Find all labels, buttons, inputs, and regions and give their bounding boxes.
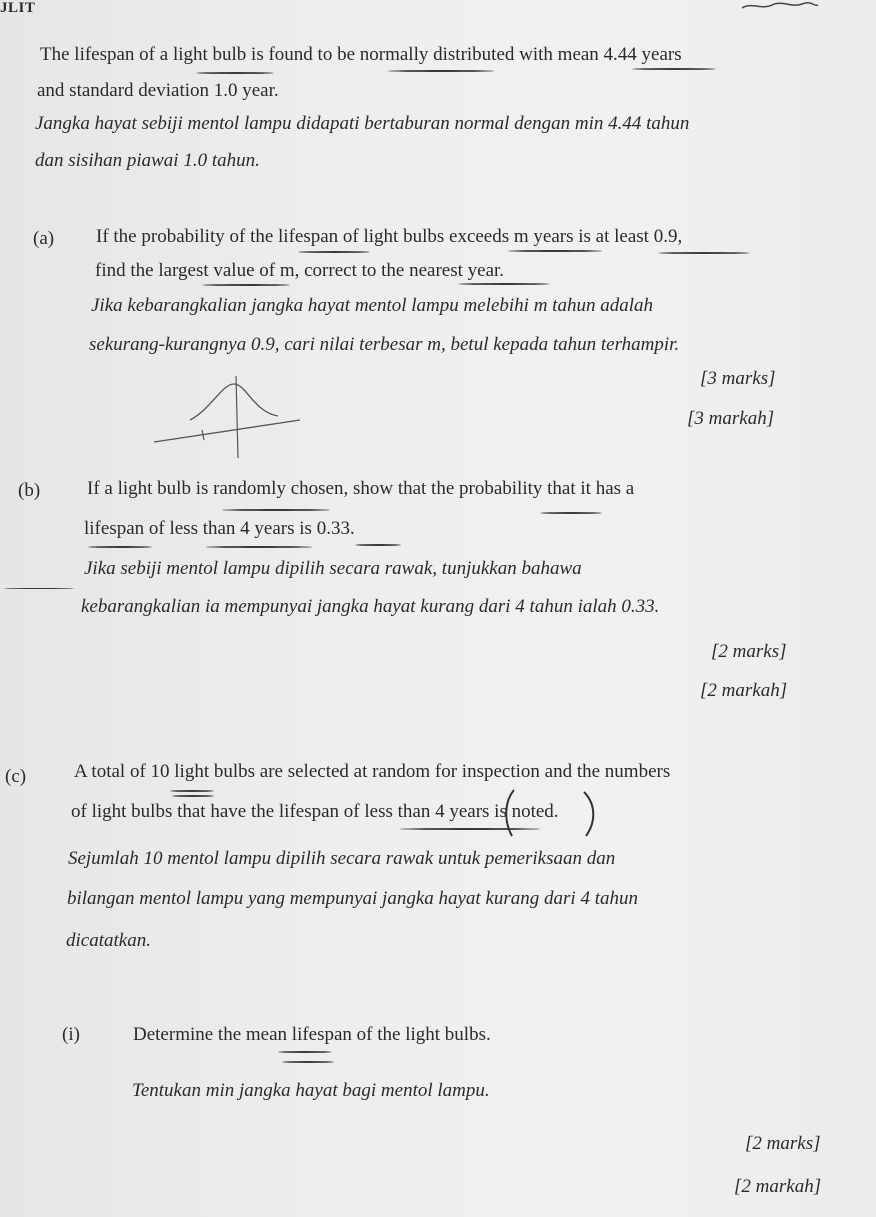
part-b-en-line1: If a light bulb is randomly chosen, show that the probability that it has a (87, 478, 635, 499)
pen-underline (202, 284, 290, 286)
pen-bracket-marks (500, 786, 610, 842)
pen-underline (88, 546, 152, 548)
pen-underline (540, 512, 602, 514)
pen-underline (278, 1051, 332, 1053)
part-a-ms-line1: Jika kebarangkalian jangka hayat mentol lampu melebihi m tahun adalah (91, 295, 653, 316)
part-a-en-line1: If the probability of the lifespan of light bulbs exceeds m years is at least 0.9, (96, 226, 683, 247)
intro-ms-line2: dan sisihan piawai 1.0 tahun. (35, 150, 260, 171)
intro-ms-line1: Jangka hayat sebiji mentol lampu didapati bertaburan normal dengan min 4.44 tahun (35, 113, 690, 134)
part-c-i-marks-en: [2 marks] (745, 1133, 821, 1154)
pen-underline (298, 251, 370, 253)
part-c-i-marks-ms: [2 markah] (734, 1176, 822, 1197)
pen-underline (196, 72, 274, 74)
corner-scribble (740, 0, 820, 12)
part-c-i-label: (i) (62, 1024, 80, 1045)
pen-underline (388, 70, 494, 72)
part-b-ms-line2: kebarangkalian ia mempunyai jangka hayat kurang dari 4 tahun ialah 0.33. (81, 596, 660, 617)
pencil-mark (4, 588, 74, 589)
part-c-label: (c) (5, 766, 27, 787)
part-a-ms-line2: sekurang-kurangnya 0.9, cari nilai terbesar m, betul kepada tahun terhampir. (89, 334, 680, 355)
part-c-en-line2: of light bulbs that have the lifespan of less than 4 years is noted. (71, 801, 559, 822)
part-c-en-line1: A total of 10 light bulbs are selected at random for inspection and the numbers (74, 761, 671, 782)
part-b-marks-en: [2 marks] (711, 641, 787, 662)
pen-underline (170, 790, 214, 792)
pen-underline (222, 509, 330, 511)
part-c-ms-line1: Sejumlah 10 mentol lampu dipilih secara rawak untuk pemeriksaan dan (68, 848, 616, 869)
pen-underline (508, 250, 602, 252)
pen-underline (458, 283, 550, 285)
page-header: JLIT (0, 0, 36, 16)
part-c-ms-line2: bilangan mentol lampu yang mempunyai jangka hayat kurang dari 4 tahun (67, 888, 638, 909)
part-b-ms-line1: Jika sebiji mentol lampu dipilih secara rawak, tunjukkan bahawa (84, 558, 582, 579)
part-b-label: (b) (18, 480, 41, 501)
pen-underline (632, 68, 716, 70)
normal-curve-sketch (150, 372, 310, 462)
part-c-i-ms-line: Tentukan min jangka hayat bagi mentol lampu. (132, 1080, 490, 1101)
part-c-i-en-line: Determine the mean lifespan of the light bulbs. (133, 1024, 491, 1045)
part-b-en-line2: lifespan of less than 4 years is 0.33. (84, 518, 355, 539)
pen-underline (658, 252, 750, 254)
intro-en-line2: and standard deviation 1.0 year. (37, 80, 279, 101)
part-a-en-line2: find the largest value of m, correct to the nearest year. (95, 260, 505, 281)
part-c-ms-line3: dicatatkan. (66, 930, 151, 951)
pen-underline (355, 544, 401, 546)
pen-underline (172, 795, 214, 797)
part-a-label: (a) (33, 228, 55, 249)
part-b-marks-ms: [2 markah] (700, 680, 788, 701)
pen-underline (282, 1061, 334, 1063)
intro-en-line1: The lifespan of a light bulb is found to be normally distributed with mean 4.44 years (40, 44, 682, 65)
pen-underline (206, 546, 312, 548)
part-a-marks-ms: [3 markah] (687, 408, 775, 429)
part-a-marks-en: [3 marks] (700, 368, 776, 389)
